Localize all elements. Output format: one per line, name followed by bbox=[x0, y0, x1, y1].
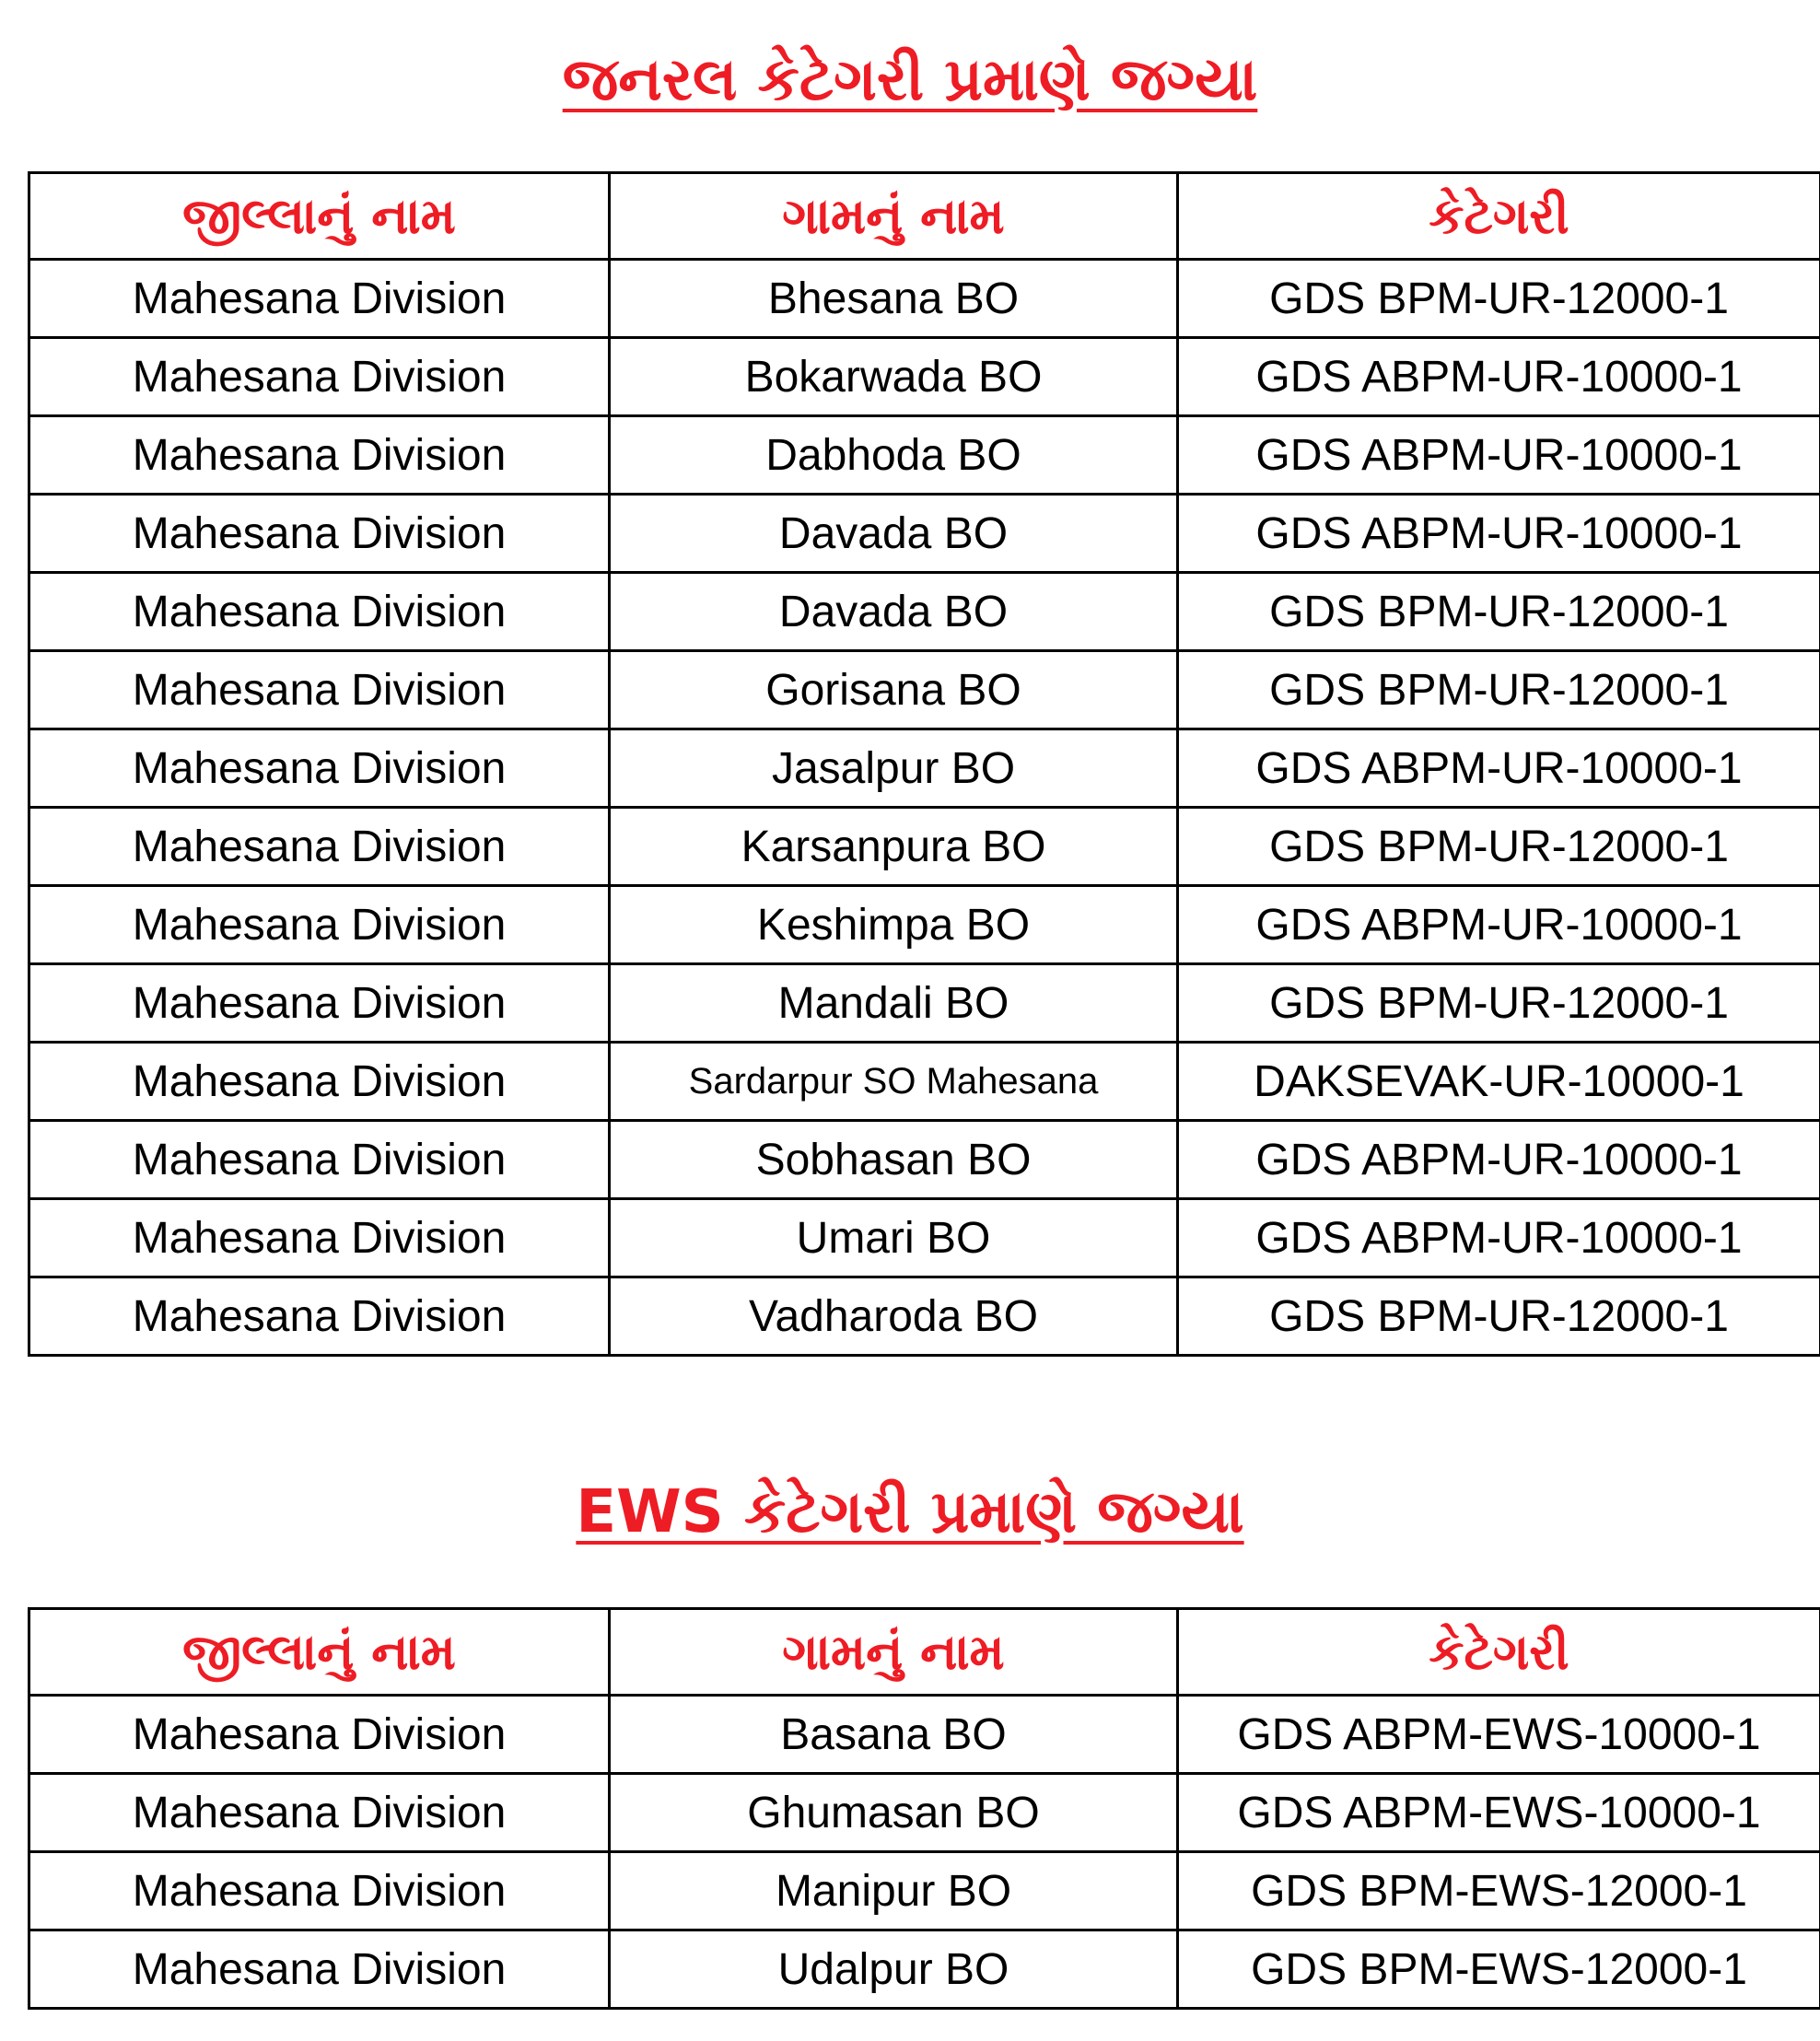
ews-category-title bbox=[0, 1471, 1820, 1554]
table-row bbox=[29, 651, 1820, 729]
category-cell: GDS BPM-UR-12000-1 bbox=[1178, 808, 1820, 886]
district-cell: Mahesana Division bbox=[29, 1930, 610, 2009]
table-row bbox=[29, 1043, 1820, 1121]
table-row bbox=[29, 1930, 1820, 2009]
category-cell: GDS ABPM-UR-10000-1 bbox=[1178, 1121, 1820, 1199]
category-cell: GDS BPM-EWS-12000-1 bbox=[1178, 1852, 1820, 1930]
table-row bbox=[29, 729, 1820, 808]
general-category-title bbox=[0, 39, 1820, 122]
village-cell: Dabhoda BO bbox=[610, 416, 1178, 495]
category-cell: GDS ABPM-EWS-10000-1 bbox=[1178, 1774, 1820, 1852]
header-category: કેટેગરી bbox=[1178, 173, 1820, 260]
district-cell: Mahesana Division bbox=[29, 416, 610, 495]
village-cell: Umari BO bbox=[610, 1199, 1178, 1277]
category-cell: GDS BPM-UR-12000-1 bbox=[1178, 260, 1820, 338]
table-row bbox=[29, 338, 1820, 416]
header-district-name: જીલ્લાનું નામ bbox=[29, 1609, 610, 1696]
category-cell: GDS ABPM-UR-10000-1 bbox=[1178, 1199, 1820, 1277]
category-cell: GDS BPM-UR-12000-1 bbox=[1178, 964, 1820, 1043]
table-row bbox=[29, 964, 1820, 1043]
village-cell: Vadharoda BO bbox=[610, 1277, 1178, 1356]
district-cell: Mahesana Division bbox=[29, 1043, 610, 1121]
village-cell: Gorisana BO bbox=[610, 651, 1178, 729]
table-header-row bbox=[29, 173, 1820, 260]
table-row bbox=[29, 886, 1820, 964]
district-cell: Mahesana Division bbox=[29, 886, 610, 964]
category-cell: GDS BPM-EWS-12000-1 bbox=[1178, 1930, 1820, 2009]
table-row bbox=[29, 808, 1820, 886]
general-category-table bbox=[28, 171, 1820, 1357]
table-row bbox=[29, 1199, 1820, 1277]
general-category-title-text: જનરલ કેટેગરી પ્રમાણે જગ્યા bbox=[562, 46, 1258, 114]
district-cell: Mahesana Division bbox=[29, 260, 610, 338]
village-cell: Sardarpur SO Mahesana bbox=[610, 1043, 1178, 1121]
district-cell: Mahesana Division bbox=[29, 1199, 610, 1277]
village-cell: Bokarwada BO bbox=[610, 338, 1178, 416]
table-header-row bbox=[29, 1609, 1820, 1696]
district-cell: Mahesana Division bbox=[29, 729, 610, 808]
village-cell: Udalpur BO bbox=[610, 1930, 1178, 2009]
district-cell: Mahesana Division bbox=[29, 1121, 610, 1199]
table-row bbox=[29, 1696, 1820, 1774]
village-cell: Karsanpura BO bbox=[610, 808, 1178, 886]
header-village-name: ગામનું નામ bbox=[610, 173, 1178, 260]
table-row bbox=[29, 1277, 1820, 1356]
table-row bbox=[29, 416, 1820, 495]
village-cell: Davada BO bbox=[610, 495, 1178, 573]
table-row bbox=[29, 495, 1820, 573]
village-cell: Mandali BO bbox=[610, 964, 1178, 1043]
table-row bbox=[29, 260, 1820, 338]
village-cell: Ghumasan BO bbox=[610, 1774, 1178, 1852]
category-cell: GDS ABPM-UR-10000-1 bbox=[1178, 495, 1820, 573]
table-row bbox=[29, 1852, 1820, 1930]
district-cell: Mahesana Division bbox=[29, 1277, 610, 1356]
category-cell: GDS ABPM-UR-10000-1 bbox=[1178, 729, 1820, 808]
district-cell: Mahesana Division bbox=[29, 1696, 610, 1774]
district-cell: Mahesana Division bbox=[29, 338, 610, 416]
header-category: કેટેગરી bbox=[1178, 1609, 1820, 1696]
category-cell: GDS ABPM-EWS-10000-1 bbox=[1178, 1696, 1820, 1774]
district-cell: Mahesana Division bbox=[29, 808, 610, 886]
category-cell: GDS ABPM-UR-10000-1 bbox=[1178, 338, 1820, 416]
ews-category-title-text: EWS કેટેગરી પ્રમાણે જગ્યા bbox=[576, 1478, 1244, 1546]
ews-category-table bbox=[28, 1607, 1820, 2010]
header-village-name: ગામનું નામ bbox=[610, 1609, 1178, 1696]
header-district-name: જીલ્લાનું નામ bbox=[29, 173, 610, 260]
district-cell: Mahesana Division bbox=[29, 1852, 610, 1930]
category-cell: GDS ABPM-UR-10000-1 bbox=[1178, 886, 1820, 964]
category-cell: GDS ABPM-UR-10000-1 bbox=[1178, 416, 1820, 495]
category-cell: GDS BPM-UR-12000-1 bbox=[1178, 1277, 1820, 1356]
table-row bbox=[29, 573, 1820, 651]
table-row bbox=[29, 1121, 1820, 1199]
village-cell: Keshimpa BO bbox=[610, 886, 1178, 964]
district-cell: Mahesana Division bbox=[29, 495, 610, 573]
category-cell: GDS BPM-UR-12000-1 bbox=[1178, 651, 1820, 729]
district-cell: Mahesana Division bbox=[29, 573, 610, 651]
village-cell: Manipur BO bbox=[610, 1852, 1178, 1930]
category-cell: DAKSEVAK-UR-10000-1 bbox=[1178, 1043, 1820, 1121]
village-cell: Sobhasan BO bbox=[610, 1121, 1178, 1199]
village-cell: Basana BO bbox=[610, 1696, 1178, 1774]
district-cell: Mahesana Division bbox=[29, 1774, 610, 1852]
table-row bbox=[29, 1774, 1820, 1852]
village-cell: Jasalpur BO bbox=[610, 729, 1178, 808]
district-cell: Mahesana Division bbox=[29, 964, 610, 1043]
village-cell: Davada BO bbox=[610, 573, 1178, 651]
village-cell: Bhesana BO bbox=[610, 260, 1178, 338]
district-cell: Mahesana Division bbox=[29, 651, 610, 729]
category-cell: GDS BPM-UR-12000-1 bbox=[1178, 573, 1820, 651]
